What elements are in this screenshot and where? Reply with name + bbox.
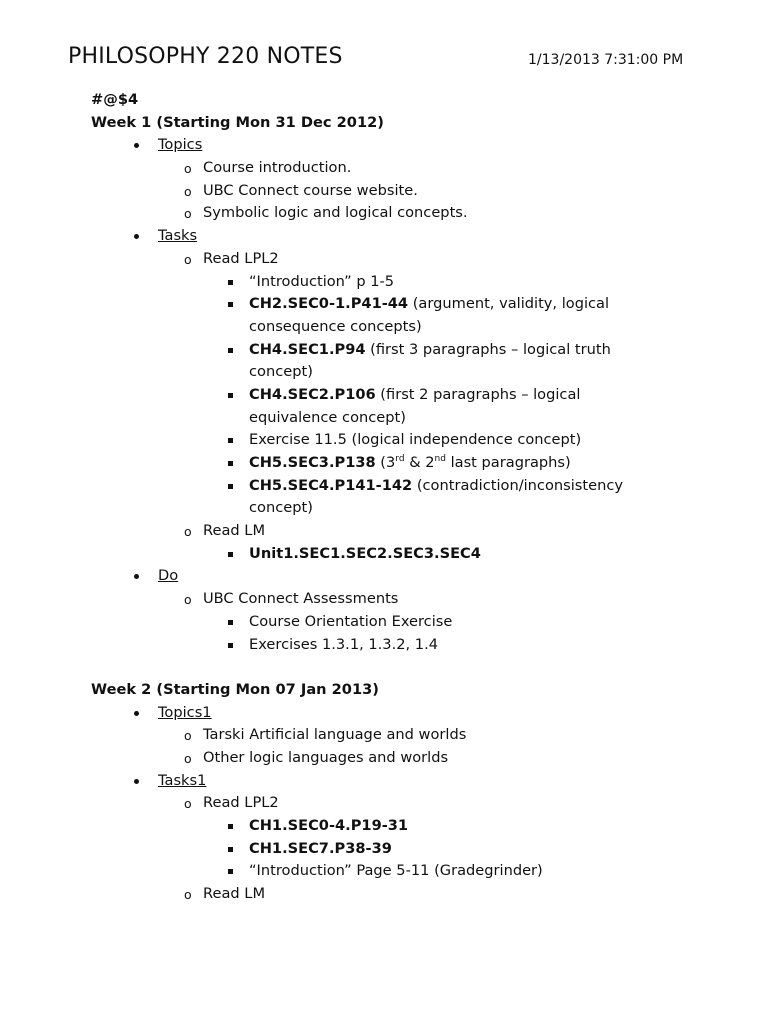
square-bullet-icon [228, 484, 233, 489]
week1-topics-item[interactable] [0, 134, 768, 157]
square-bullet-icon [228, 824, 233, 829]
reading-item-continuation: consequence concepts) [249, 317, 422, 335]
bullet-icon [134, 711, 139, 716]
circle-bullet-icon: o [184, 183, 192, 199]
week1-tasks-item[interactable] [0, 225, 768, 248]
topic-item: o Tarski Artificial language and worlds [0, 724, 768, 747]
bullet-icon [134, 234, 139, 239]
week2-topics-item[interactable] [0, 702, 768, 725]
square-bullet-icon [228, 461, 233, 466]
topic-item: o Other logic languages and worlds [0, 747, 768, 770]
reading-item-continuation: concept) [249, 499, 313, 517]
doc-tag: #@$4 [91, 91, 139, 108]
week2-tasks-item[interactable] [0, 770, 768, 793]
do-item: Course Orientation Exercise [0, 611, 768, 634]
tasks-link[interactable]: Tasks [158, 227, 198, 245]
bullet-icon [134, 574, 139, 579]
read-lpl2-item: o Read LPL2 [0, 792, 768, 815]
square-bullet-icon [228, 438, 233, 443]
square-bullet-icon [228, 869, 233, 874]
square-bullet-icon [228, 393, 233, 398]
topic-item: o Course introduction. [0, 157, 768, 180]
square-bullet-icon [228, 348, 233, 353]
reading-item: CH5.SEC3.P138 (3rd & 2nd last paragraphs) [0, 452, 768, 475]
tasks1-link[interactable]: Tasks1 [158, 771, 207, 789]
square-bullet-icon [228, 643, 233, 648]
do-link[interactable]: Do [158, 567, 179, 585]
square-bullet-icon [228, 302, 233, 307]
square-bullet-icon [228, 620, 233, 625]
circle-bullet-icon: o [184, 206, 192, 222]
week1-do-item[interactable] [0, 565, 768, 588]
week2-heading: Week 2 (Starting Mon 07 Jan 2013) [91, 680, 379, 698]
square-bullet-icon [228, 280, 233, 285]
notes-document [0, 89, 768, 906]
topic-item: o UBC Connect course website. [0, 180, 768, 203]
reading-item: Exercise 11.5 (logical independence concept) [0, 429, 768, 452]
timestamp: 1/13/2013 7:31:00 PM [528, 52, 684, 68]
week1-heading: Week 1 (Starting Mon 31 Dec 2012) [91, 113, 384, 131]
square-bullet-icon [228, 552, 233, 557]
topics-link[interactable]: Topics [158, 136, 203, 154]
circle-bullet-icon: o [184, 887, 192, 903]
bullet-icon [134, 143, 139, 148]
reading-item-continuation: equivalence concept) [249, 408, 406, 426]
reading-item-continuation: concept) [249, 363, 313, 381]
circle-bullet-icon: o [184, 524, 192, 540]
reading-item: CH5.SEC4.P141-142 (contradiction/inconsistency [0, 475, 768, 498]
square-bullet-icon [228, 847, 233, 852]
do-item: Exercises 1.3.1, 1.3.2, 1.4 [0, 634, 768, 657]
reading-item: Unit1.SEC1.SEC2.SEC3.SEC4 [0, 543, 768, 566]
topics1-link[interactable]: Topics1 [158, 703, 212, 721]
circle-bullet-icon: o [184, 750, 192, 766]
reading-item: “Introduction” Page 5-11 (Gradegrinder) [0, 860, 768, 883]
bullet-icon [134, 779, 139, 784]
reading-item: “Introduction” p 1-5 [0, 271, 768, 294]
circle-bullet-icon: o [184, 796, 192, 812]
reading-item: CH1.SEC0-4.P19-31 [0, 815, 768, 838]
read-lm-item: o Read LM [0, 520, 768, 543]
read-lpl2-item: o Read LPL2 [0, 248, 768, 271]
circle-bullet-icon: o [184, 161, 192, 177]
read-lm-item: o Read LM [0, 883, 768, 906]
reading-item: CH2.SEC0-1.P41-44 (argument, validity, logical [0, 293, 768, 316]
reading-item: CH4.SEC1.P94 (first 3 paragraphs – logical truth [0, 339, 768, 362]
circle-bullet-icon: o [184, 251, 192, 267]
reading-item: CH4.SEC2.P106 (first 2 paragraphs – logical [0, 384, 768, 407]
page-title: PHILOSOPHY 220 NOTES [68, 44, 343, 69]
circle-bullet-icon: o [184, 728, 192, 744]
circle-bullet-icon: o [184, 592, 192, 608]
reading-item: CH1.SEC7.P38-39 [0, 838, 768, 861]
assessments-item: o UBC Connect Assessments [0, 588, 768, 611]
topic-item: o Symbolic logic and logical concepts. [0, 202, 768, 225]
